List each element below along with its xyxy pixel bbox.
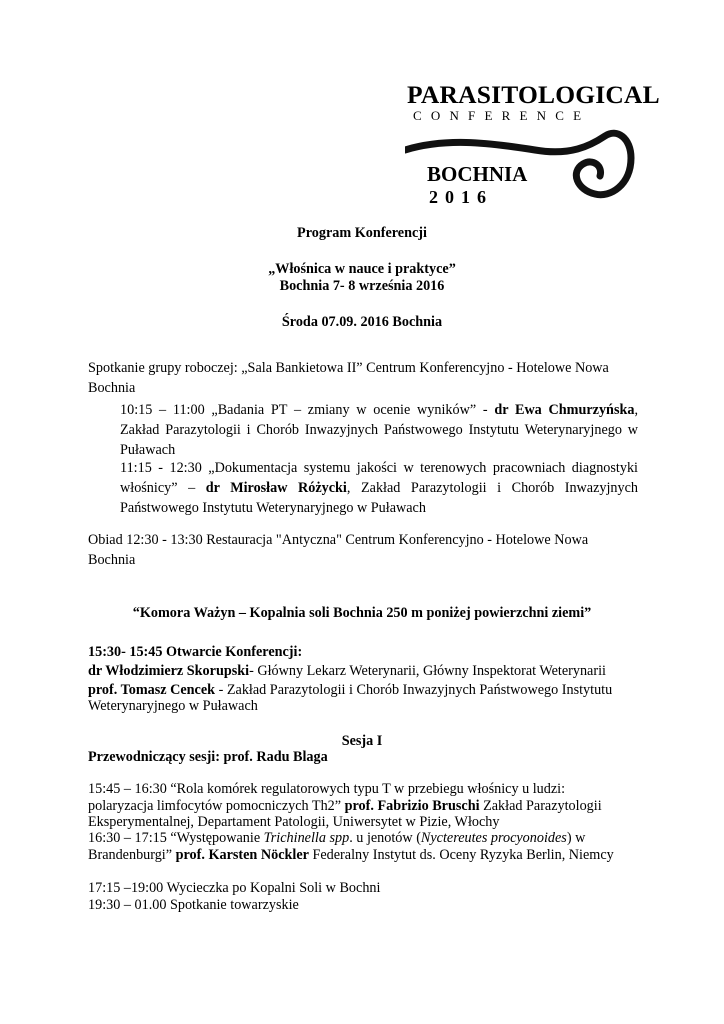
working-group-line1: Spotkanie grupy roboczej: „Sala Bankietowa II” Centrum Konferencyjno - Hotelowe Nowa: [88, 360, 609, 376]
conference-theme: „Włośnica w nauce i praktyce”: [268, 261, 456, 277]
talk-1-line3: Eksperymentalnej, Departament Patologii, Uniwersytet w Pizie, Włochy: [88, 814, 500, 830]
session-chair: Przewodniczący sesji: prof. Radu Blaga: [88, 749, 328, 765]
talk-1-line2: polaryzacja limfocytów pomocniczych Th2” prof. Fabrizio Bruschi Zakład Parazytologii: [88, 798, 602, 814]
lunch-line2: Bochnia: [88, 552, 136, 568]
working-group-item-1: 10:15 – 11:00 „Badania PT – zmiany w ocenie wyników” - dr Ewa Chmurzyńska, Zakład Parazytologii i Chorób Inwazyjnych Państwowego Instytutu Weterynaryjnego w Puławach: [120, 402, 638, 458]
talk-2-line1: 16:30 – 17:15 “Występowanie Trichinella spp. u jenotów (Nyctereutes procyonoides) w: [88, 830, 586, 846]
venue-heading: “Komora Ważyn – Kopalnia soli Bochnia 250 m poniżej powierzchni ziemi”: [132, 605, 592, 621]
conference-logo: [405, 80, 660, 212]
talk-2-line2: Brandenburgi” prof. Karsten Nöckler Federalny Instytut ds. Oceny Ryzyka Berlin, Niemcy: [88, 847, 614, 863]
working-group-line2: Bochnia: [88, 380, 136, 396]
logo-year: 2016: [429, 187, 493, 207]
opening-speaker-2: prof. Tomasz Cencek - Zakład Parazytologii i Chorób Inwazyjnych Państwowego Instytutu: [88, 682, 613, 698]
evening-item-1: 17:15 –19:00 Wycieczka po Kopalni Soli w Bochni: [88, 880, 381, 896]
logo-city: BOCHNIA: [427, 162, 528, 186]
logo-subtitle: CONFERENCE: [413, 108, 591, 123]
day-heading: Środa 07.09. 2016 Bochnia: [281, 314, 443, 330]
logo-title: PARASITOLOGICAL: [407, 80, 660, 109]
opening-speaker-2-affil: Weterynaryjnego w Puławach: [88, 698, 258, 714]
lunch-line1: Obiad 12:30 - 13:30 Restauracja "Antyczna" Centrum Konferencyjno - Hotelowe Nowa: [88, 532, 589, 548]
opening-title: 15:30- 15:45 Otwarcie Konferencji:: [88, 644, 303, 660]
program-heading: Program Konferencji: [297, 225, 427, 241]
evening-item-2: 19:30 – 01.00 Spotkanie towarzyskie: [88, 897, 299, 913]
conference-place-date: Bochnia 7- 8 września 2016: [279, 278, 445, 294]
working-group-item-2: 11:15 - 12:30 „Dokumentacja systemu jakości w terenowych pracowniach diagnostyki włośnicy” – dr Mirosław Różycki, Zakład Parazytologii i Chorób Inwazyjnych Państwowego Instytutu Weterynaryjnego w Puławach: [120, 460, 638, 516]
talk-1-line1: 15:45 – 16:30 “Rola komórek regulatorowych typu T w przebiegu włośnicy u ludzi:: [88, 781, 566, 797]
session-title: Sesja I: [341, 733, 383, 749]
opening-speaker-1: dr Włodzimierz Skorupski- Główny Lekarz Weterynarii, Główny Inspektorat Weterynarii: [88, 663, 606, 679]
